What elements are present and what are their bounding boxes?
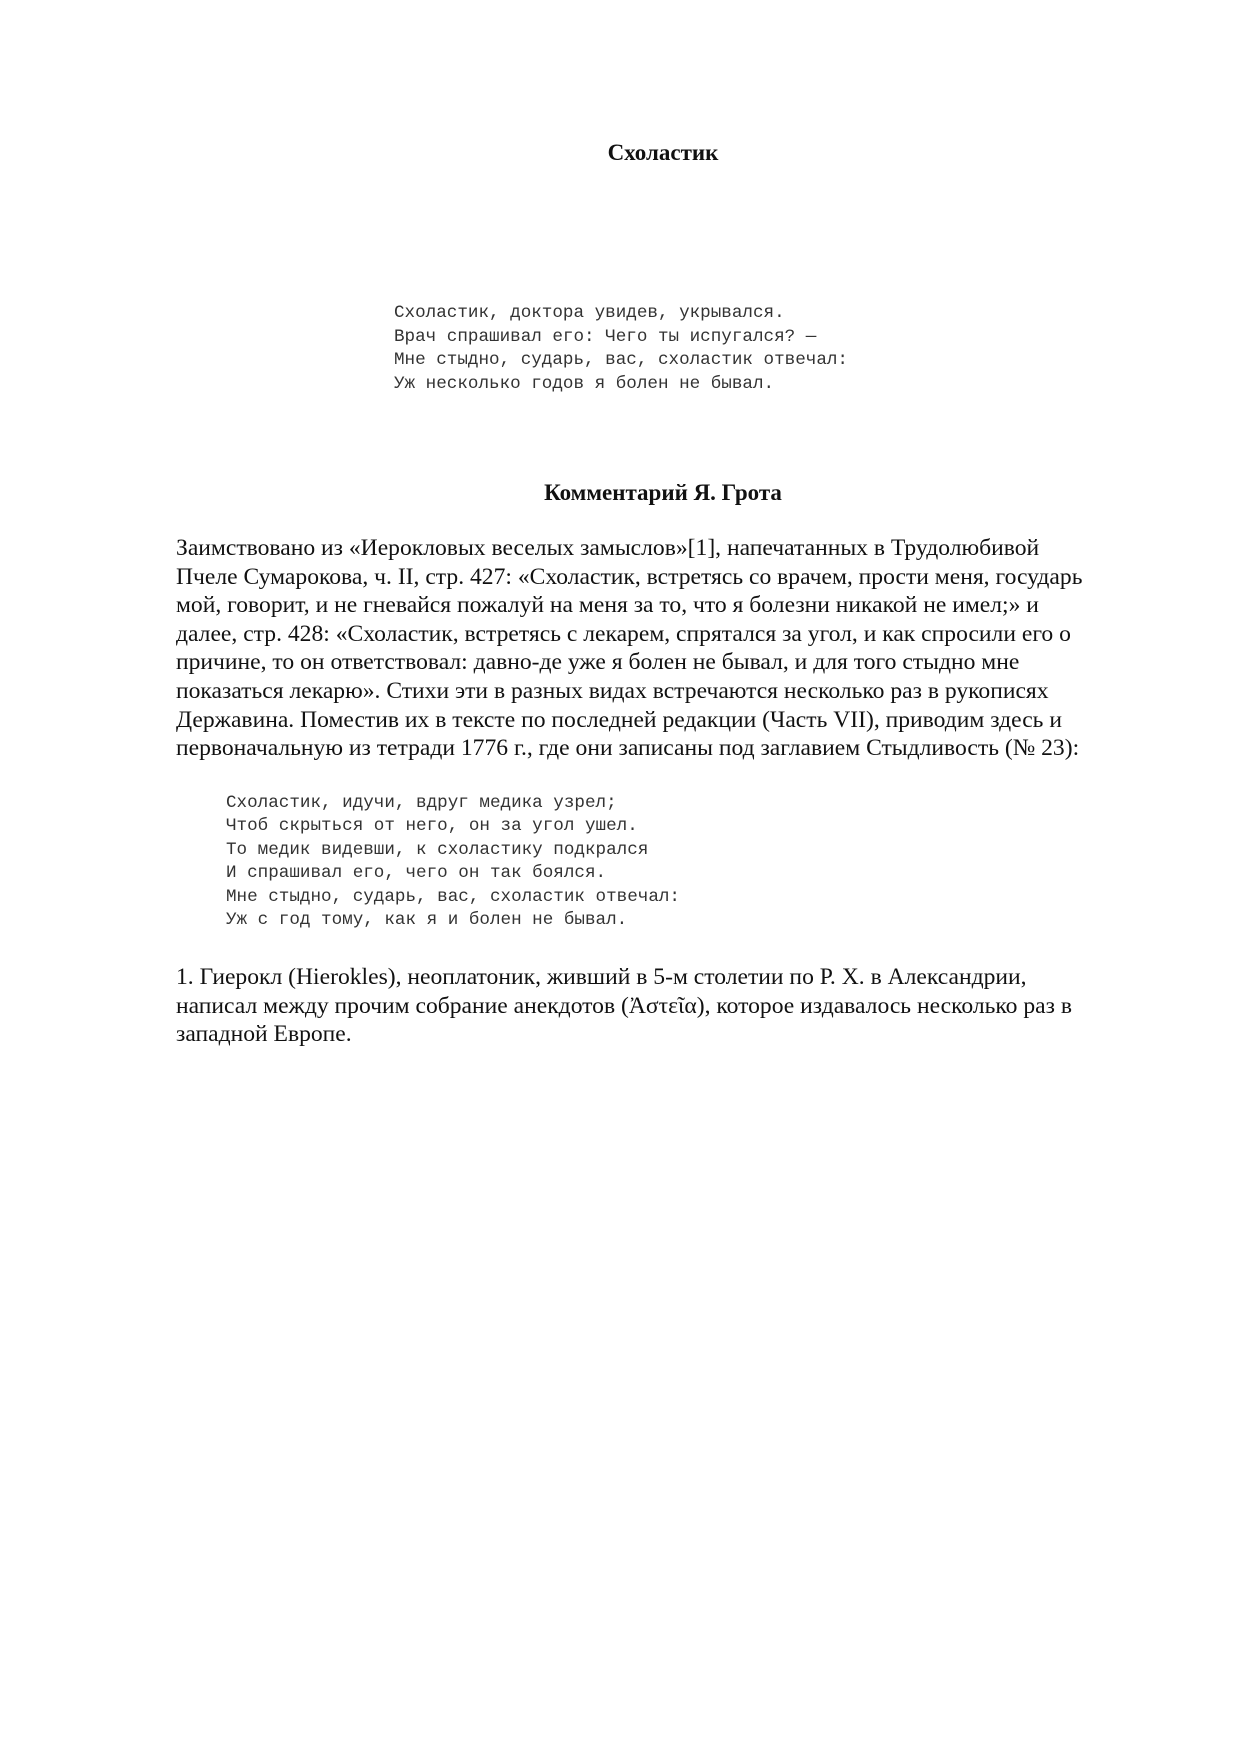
early-poem-line: Схоластик, идучи, вдруг медика узрел; (226, 793, 617, 813)
commentary-line: первоначальную из тетради 1776 г., где они записаны под заглавием Стыдливость (№ 23): (176, 735, 1080, 762)
footnote (176, 963, 1156, 1049)
poem (394, 302, 848, 396)
early-poem-line: И спрашивал его, чего он так боялся. (226, 863, 607, 884)
early-poem-line: Чтоб скрыться от него, он за угол ушел. (226, 816, 638, 837)
commentary-line: далее, стр. 428: «Схоластик, встретясь с лекарем, спрятался за угол, и как спросили его о (176, 620, 1071, 647)
poem-line: Схоластик, доктора увидев, укрывался. (394, 303, 785, 323)
commentary-line: причине, то он ответствовал: давно-де уже я болен не бывал, и для того стыдно мне (176, 649, 1020, 676)
early-poem-line: То медик видевши, к схоластику подкрался (226, 839, 649, 860)
footnote-line: западной Европе. (176, 1021, 352, 1048)
poem-line: Мне стыдно, сударь, вас, схоластик отвечал: (394, 350, 848, 371)
early-poem-line: Уж с год тому, как я и болен не бывал. (226, 910, 628, 931)
commentary-line: Пчеле Сумарокова, ч. II, стр. 427: «Схоластик, встретясь со врачем, прости меня, государь (176, 563, 1083, 590)
poem-line: Уж несколько годов я болен не бывал. (394, 373, 775, 394)
early-version-poem (226, 792, 680, 932)
poem-line: Врач спрашивал его: Чего ты испугался? — (394, 326, 817, 347)
commentary-line: Заимствовано из «Иерокловых веселых замыслов»[1], напечатанных в Трудолюбивой (176, 535, 1040, 561)
commentary-heading: Комментарий Я. Грота (544, 480, 782, 505)
document-title: Схоластик (607, 140, 719, 165)
commentary-paragraph (176, 534, 1156, 763)
early-poem-line: Мне стыдно, сударь, вас, схоластик отвечал: (226, 886, 680, 907)
commentary-line: показаться лекарю». Стихи эти в разных видах встречаются несколько раз в рукописях (176, 677, 1049, 704)
commentary-line: Державина. Поместив их в тексте по последней редакции (Часть VII), приводим здесь и (176, 706, 1062, 733)
footnote-line: 1. Гиерокл (Hierokles), неоплатоник, живший в 5-м столетии по Р. Х. в Александрии, (176, 964, 1027, 990)
commentary-line: мой, говорит, и не гневайся пожалуй на меня за то, что я болезни никакой не имел;» и (176, 592, 1039, 619)
footnote-line: написал между прочим собрание анекдотов (Ἀστεῖα), которое издавалось несколько раз в (176, 992, 1072, 1019)
